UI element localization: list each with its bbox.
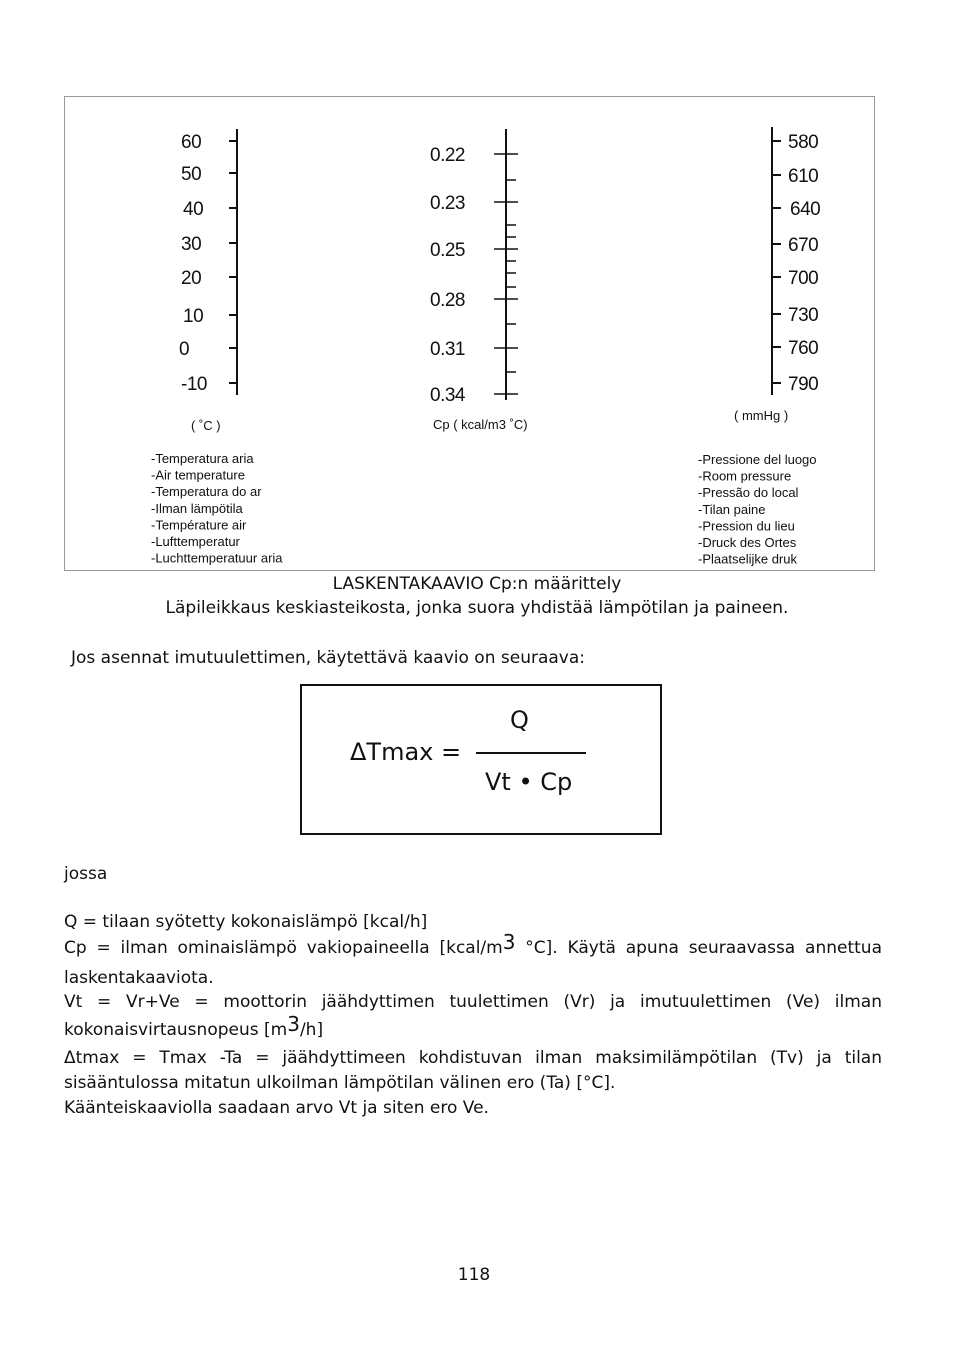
cp-unit: Cp ( kcal/m3 ˚C) [433, 417, 528, 432]
pressure-tick-label: 790 [788, 374, 819, 395]
temperature-tick-label: -10 [181, 374, 207, 395]
temperature-unit: ( ˚C ) [191, 418, 221, 433]
pressure-tick-label: 610 [788, 166, 819, 187]
pressure-tick-label: 580 [788, 132, 819, 153]
pressure-tick-label: 670 [788, 235, 819, 256]
diagram-caption-description: Läpileikkaus keskiasteikosta, jonka suora yhdistää lämpötilan ja paineen. [165, 598, 789, 618]
pressure-legend-item: -Pression du lieu [698, 518, 795, 534]
vt-definition-sup: 3 [287, 1012, 300, 1036]
dt-definition-line1: Δtmax = Tmax -Ta = jäähdyttimeen kohdistuvan ilman maksimilämpötilan (Tv) ja tilan [64, 1048, 882, 1068]
vt-definition-line1: Vt = Vr+Ve = moottorin jäähdyttimen tuulettimen (Vr) ja imutuulettimen (Ve) ilman [64, 992, 882, 1012]
temperature-legend-item: -Luchttemperatuur aria [151, 550, 283, 566]
cp-tick-label: 0.23 [430, 193, 465, 214]
pressure-legend-item: -Tilan paine [698, 501, 766, 517]
vt-definition-c: /h] [299, 1020, 324, 1040]
temperature-legend-item: -Ilman lämpötila [151, 500, 243, 516]
diagram-caption-title: LASKENTAKAAVIO Cp:n määrittely [332, 574, 622, 594]
cp-definition-line1 [64, 930, 882, 960]
page-number: 118 [457, 1265, 491, 1285]
temperature-legend-item: -Temperatura do ar [151, 484, 262, 500]
pressure-legend-item: -Room pressure [698, 468, 792, 484]
pressure-tick-label: 730 [788, 305, 819, 326]
final-note: Käänteiskaaviolla saadaan arvo Vt ja siten ero Ve. [64, 1098, 489, 1118]
pressure-legend-item: -Druck des Ortes [698, 535, 797, 550]
nomogram-scales [65, 97, 875, 571]
temperature-tick-label: 0 [179, 339, 190, 360]
formula-box [300, 684, 662, 835]
pressure-unit: ( mmHg ) [734, 408, 789, 423]
cp-tick-label: 0.28 [430, 290, 465, 311]
temperature-legend-item: -Air temperature [151, 467, 245, 483]
formula-lhs: ΔTmax = [350, 738, 462, 766]
cp-definition-sup: 3 [502, 930, 516, 954]
q-definition: Q = tilaan syötetty kokonaislämpö [kcal/h] [64, 912, 428, 932]
temperature-legend-item: -Temperatura aria [151, 451, 254, 466]
temperature-tick-label: 40 [183, 199, 204, 220]
temperature-legend-item: -Lufttemperatur [151, 534, 240, 549]
cp-definition-a: Cp = ilman ominaislämpö vakiopaineella [kcal/m [64, 938, 503, 958]
cp-tick-label: 0.31 [430, 339, 465, 360]
pressure-legend-item: -Plaatselijke druk [698, 551, 797, 567]
temperature-tick-label: 10 [183, 306, 204, 327]
pressure-legend-item: -Pressão do local [698, 485, 799, 501]
fraction-bar [476, 752, 586, 754]
pressure-tick-label: 640 [790, 199, 821, 220]
cp-tick-label: 0.25 [430, 240, 465, 261]
formula-numerator: Q [510, 706, 529, 734]
vt-definition-b: kokonaisvirtausnopeus [m [64, 1020, 288, 1040]
pressure-tick-label: 760 [788, 338, 819, 359]
temperature-tick-label: 30 [181, 234, 202, 255]
pressure-legend-item: -Pressione del luogo [698, 452, 817, 467]
formula-denominator: Vt • Cp [485, 768, 573, 796]
cp-definition-line2: laskentakaaviota. [64, 968, 214, 988]
dt-definition-line2: sisääntulossa mitatun ulkoilman lämpötilan välinen ero (Ta) [°C]. [64, 1073, 616, 1093]
temperature-tick-label: 60 [181, 132, 202, 153]
cp-nomogram [64, 96, 875, 571]
vt-definition-line2 [64, 1012, 324, 1042]
cp-definition-b: °C]. Käytä apuna seuraavassa annettua [515, 938, 882, 958]
temperature-tick-label: 50 [181, 164, 202, 185]
temperature-legend-item: -Température air [151, 517, 247, 533]
temperature-tick-label: 20 [181, 268, 202, 289]
cp-tick-label: 0.22 [430, 145, 465, 166]
jossa-text: jossa [64, 864, 108, 884]
intro-text: Jos asennat imutuulettimen, käytettävä kaavio on seuraava: [71, 648, 586, 668]
cp-tick-label: 0.34 [430, 385, 465, 406]
pressure-tick-label: 700 [788, 268, 819, 289]
